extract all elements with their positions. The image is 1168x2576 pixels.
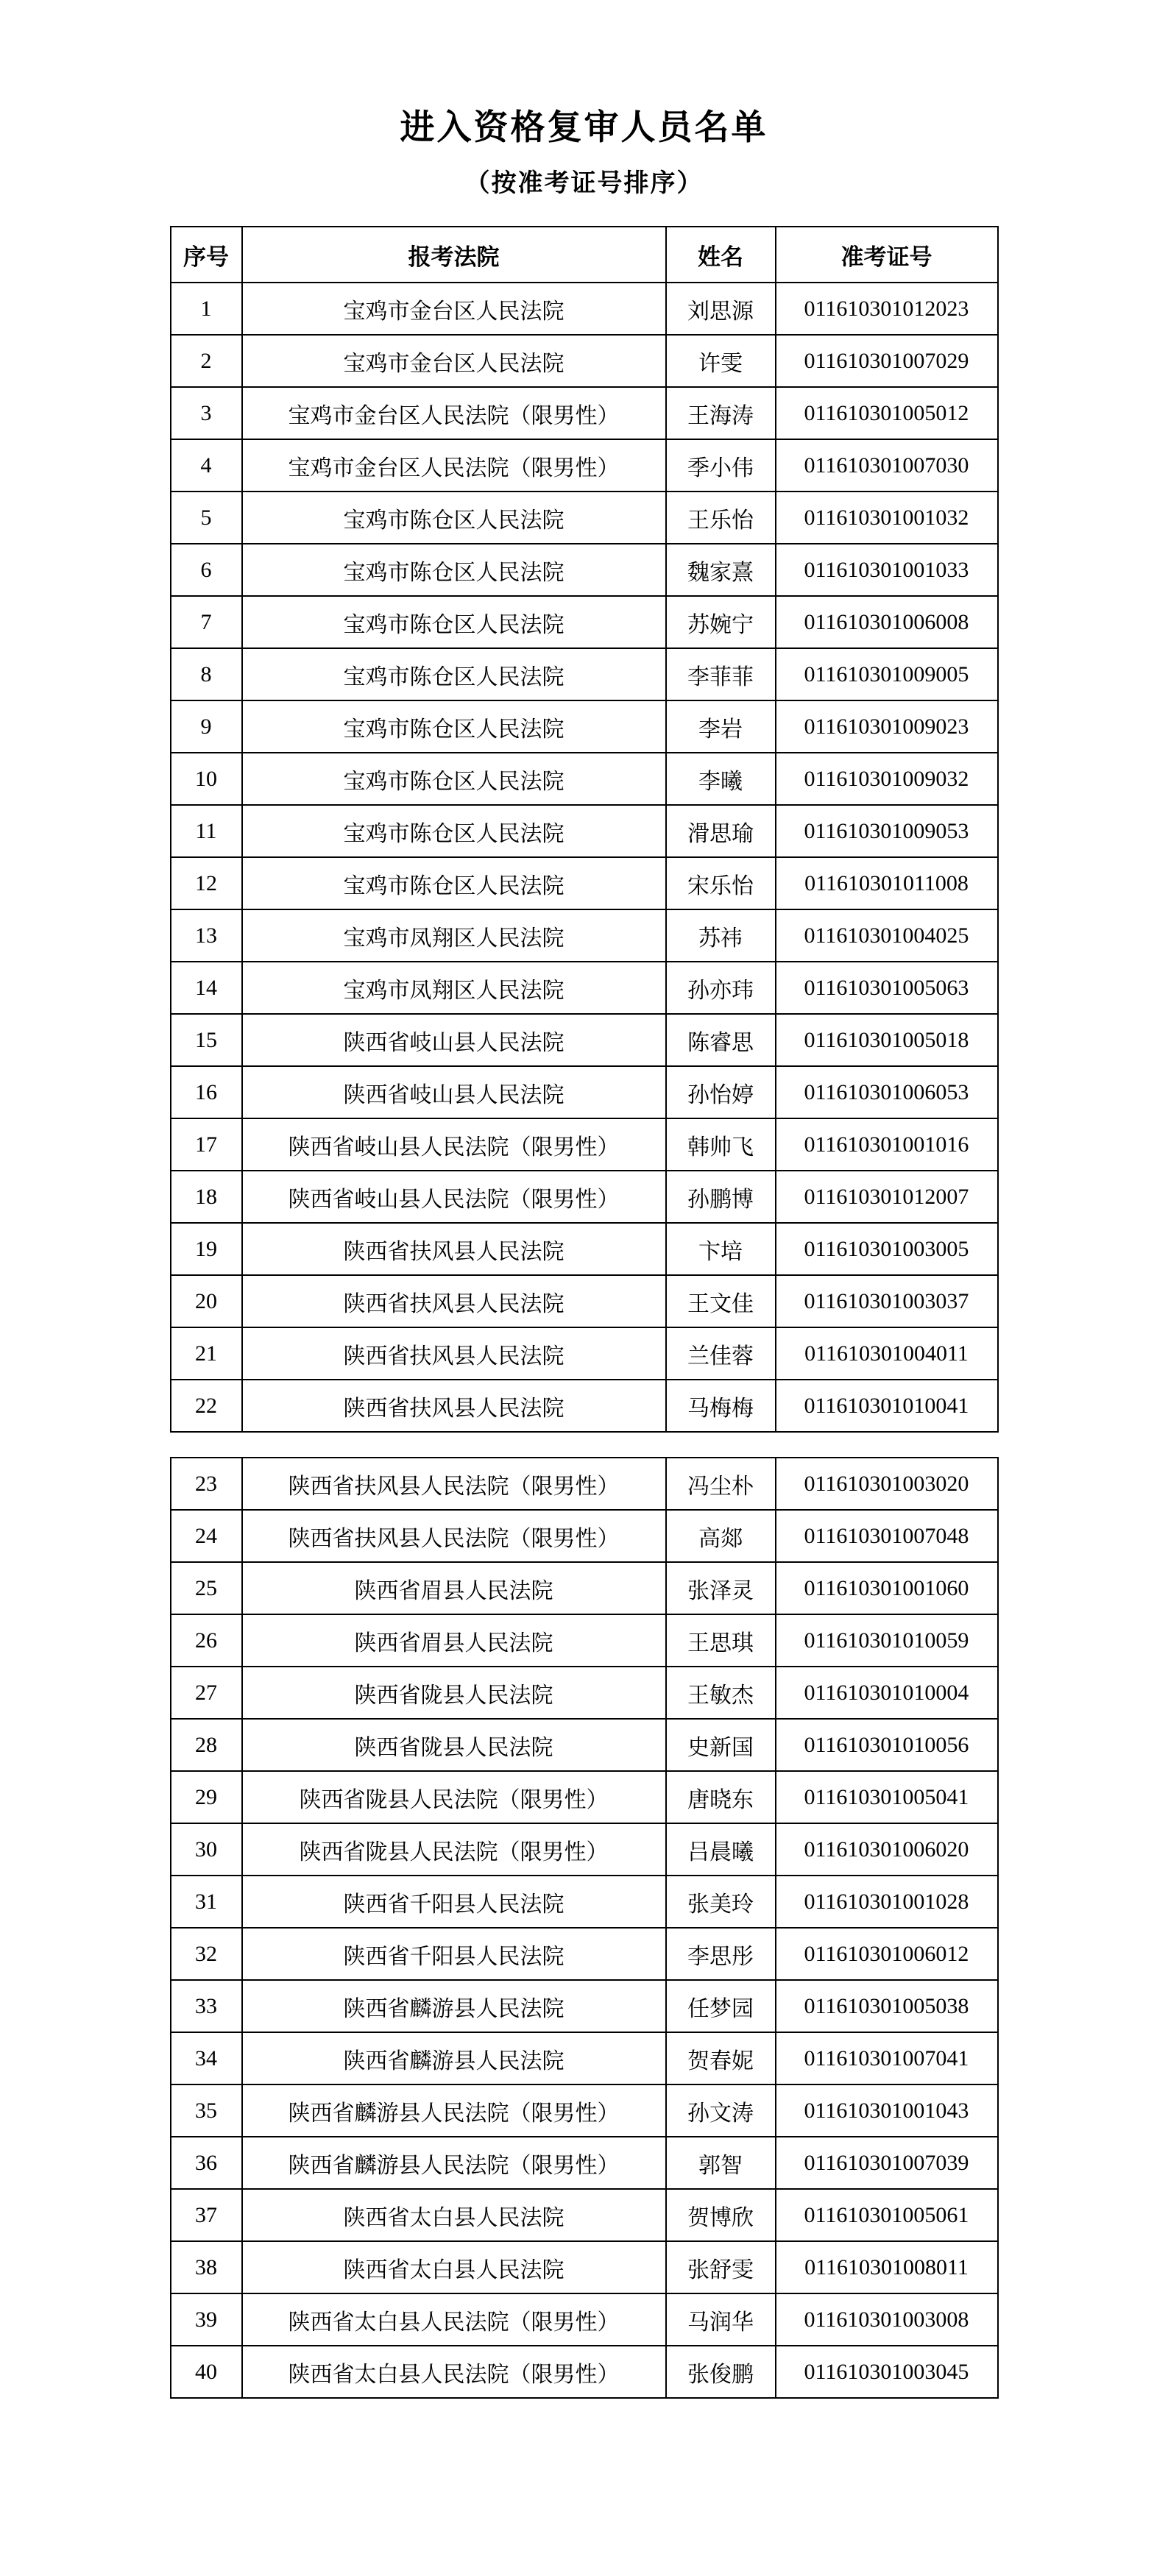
name-cell: 韩帅飞: [666, 1118, 776, 1171]
court-cell: 宝鸡市陈仓区人民法院: [242, 700, 666, 753]
court-cell: 陕西省陇县人民法院（限男性）: [242, 1771, 666, 1823]
table-row: [171, 2346, 998, 2398]
table-row: [171, 1066, 998, 1118]
ticket-cell: 011610301012007: [776, 1171, 998, 1223]
seq-cell: 19: [171, 1223, 242, 1275]
table-row: [171, 962, 998, 1014]
name-cell: 王海涛: [666, 387, 776, 439]
name-cell: 郭智: [666, 2137, 776, 2189]
table-row: [171, 1171, 998, 1223]
ticket-cell: 011610301009032: [776, 753, 998, 805]
seq-cell: 29: [171, 1771, 242, 1823]
ticket-cell: 011610301008011: [776, 2241, 998, 2293]
name-cell: 宋乐怡: [666, 857, 776, 909]
court-cell: 陕西省岐山县人民法院: [242, 1066, 666, 1118]
ticket-cell: 011610301001033: [776, 544, 998, 596]
ticket-cell: 011610301007029: [776, 335, 998, 387]
name-cell: 王乐怡: [666, 492, 776, 544]
seq-cell: 32: [171, 1928, 242, 1980]
seq-cell: 2: [171, 335, 242, 387]
ticket-cell: 011610301005012: [776, 387, 998, 439]
court-cell: 陕西省扶风县人民法院: [242, 1327, 666, 1380]
table-row: [171, 648, 998, 700]
seq-cell: 3: [171, 387, 242, 439]
ticket-cell: 011610301005038: [776, 1980, 998, 2032]
table-row: [171, 1275, 998, 1327]
ticket-cell: 011610301003008: [776, 2293, 998, 2346]
ticket-cell: 011610301001016: [776, 1118, 998, 1171]
name-cell: 高郯: [666, 1510, 776, 1562]
seq-cell: 31: [171, 1876, 242, 1928]
seq-cell: 21: [171, 1327, 242, 1380]
seq-cell: 16: [171, 1066, 242, 1118]
seq-cell: 1: [171, 283, 242, 335]
ticket-cell: 011610301010004: [776, 1667, 998, 1719]
name-cell: 苏祎: [666, 909, 776, 962]
table-row: [171, 596, 998, 648]
court-cell: 陕西省岐山县人民法院（限男性）: [242, 1118, 666, 1171]
ticket-cell: 011610301007039: [776, 2137, 998, 2189]
seq-cell: 8: [171, 648, 242, 700]
ticket-cell: 011610301010059: [776, 1614, 998, 1667]
table-row: [171, 1458, 998, 1510]
court-cell: 陕西省千阳县人民法院: [242, 1876, 666, 1928]
court-cell: 宝鸡市陈仓区人民法院: [242, 544, 666, 596]
court-cell: 宝鸡市陈仓区人民法院: [242, 648, 666, 700]
seq-cell: 20: [171, 1275, 242, 1327]
court-cell: 宝鸡市金台区人民法院: [242, 335, 666, 387]
court-cell: 陕西省陇县人民法院（限男性）: [242, 1823, 666, 1876]
seq-cell: 17: [171, 1118, 242, 1171]
name-cell: 刘思源: [666, 283, 776, 335]
name-cell: 苏婉宁: [666, 596, 776, 648]
seq-cell: 37: [171, 2189, 242, 2241]
name-cell: 陈睿思: [666, 1014, 776, 1066]
table-row: [171, 753, 998, 805]
table-row: [171, 1510, 998, 1562]
name-cell: 唐晓东: [666, 1771, 776, 1823]
ticket-cell: 011610301005063: [776, 962, 998, 1014]
name-cell: 贺博欣: [666, 2189, 776, 2241]
name-cell: 张泽灵: [666, 1562, 776, 1614]
court-cell: 陕西省扶风县人民法院: [242, 1380, 666, 1432]
name-cell: 吕晨曦: [666, 1823, 776, 1876]
name-cell: 史新国: [666, 1719, 776, 1771]
ticket-cell: 011610301003005: [776, 1223, 998, 1275]
roster-table-block-1: [170, 226, 999, 1433]
ticket-cell: 011610301004011: [776, 1327, 998, 1380]
name-cell: 张美玲: [666, 1876, 776, 1928]
ticket-cell: 011610301005041: [776, 1771, 998, 1823]
name-cell: 冯尘朴: [666, 1458, 776, 1510]
name-cell: 王思琪: [666, 1614, 776, 1667]
court-cell: 陕西省扶风县人民法院（限男性）: [242, 1458, 666, 1510]
seq-cell: 36: [171, 2137, 242, 2189]
table-row: [171, 1771, 998, 1823]
name-cell: 马润华: [666, 2293, 776, 2346]
name-cell: 孙鹏博: [666, 1171, 776, 1223]
table-row: [171, 1562, 998, 1614]
seq-cell: 13: [171, 909, 242, 962]
table-row: [171, 1980, 998, 2032]
court-cell: 宝鸡市金台区人民法院: [242, 283, 666, 335]
name-cell: 张舒雯: [666, 2241, 776, 2293]
ticket-cell: 011610301003045: [776, 2346, 998, 2398]
court-cell: 陕西省陇县人民法院: [242, 1667, 666, 1719]
name-cell: 兰佳蓉: [666, 1327, 776, 1380]
seq-cell: 33: [171, 1980, 242, 2032]
header-row: [171, 227, 998, 283]
ticket-cell: 011610301001060: [776, 1562, 998, 1614]
header-court: 报考法院: [242, 227, 666, 283]
table-row: [171, 1614, 998, 1667]
court-cell: 陕西省眉县人民法院: [242, 1614, 666, 1667]
table-row: [171, 1667, 998, 1719]
ticket-cell: 011610301005018: [776, 1014, 998, 1066]
ticket-cell: 011610301006053: [776, 1066, 998, 1118]
ticket-cell: 011610301001043: [776, 2084, 998, 2137]
ticket-cell: 011610301009023: [776, 700, 998, 753]
ticket-cell: 011610301009005: [776, 648, 998, 700]
page-title: 进入资格复审人员名单: [400, 109, 768, 147]
ticket-cell: 011610301005061: [776, 2189, 998, 2241]
name-cell: 魏家熹: [666, 544, 776, 596]
seq-cell: 22: [171, 1380, 242, 1432]
seq-cell: 14: [171, 962, 242, 1014]
table-row: [171, 544, 998, 596]
roster-table-block-2: [170, 1457, 999, 2399]
table-row: [171, 1327, 998, 1380]
name-cell: 张俊鹏: [666, 2346, 776, 2398]
seq-cell: 40: [171, 2346, 242, 2398]
court-cell: 宝鸡市凤翔区人民法院: [242, 962, 666, 1014]
court-cell: 宝鸡市陈仓区人民法院: [242, 805, 666, 857]
table-row: [171, 439, 998, 492]
court-cell: 陕西省千阳县人民法院: [242, 1928, 666, 1980]
ticket-cell: 011610301007030: [776, 439, 998, 492]
ticket-cell: 011610301012023: [776, 283, 998, 335]
court-cell: 陕西省麟游县人民法院: [242, 2032, 666, 2084]
table-row: [171, 1823, 998, 1876]
court-cell: 宝鸡市陈仓区人民法院: [242, 492, 666, 544]
ticket-cell: 011610301010041: [776, 1380, 998, 1432]
table-row: [171, 2137, 998, 2189]
name-cell: 卞培: [666, 1223, 776, 1275]
ticket-cell: 011610301010056: [776, 1719, 998, 1771]
seq-cell: 25: [171, 1562, 242, 1614]
name-cell: 王文佳: [666, 1275, 776, 1327]
court-cell: 陕西省扶风县人民法院: [242, 1275, 666, 1327]
table-row: [171, 1380, 998, 1432]
court-cell: 宝鸡市陈仓区人民法院: [242, 753, 666, 805]
name-cell: 李岩: [666, 700, 776, 753]
table-row: [171, 1719, 998, 1771]
ticket-cell: 011610301007041: [776, 2032, 998, 2084]
court-cell: 陕西省扶风县人民法院: [242, 1223, 666, 1275]
ticket-cell: 011610301007048: [776, 1510, 998, 1562]
name-cell: 孙亦玮: [666, 962, 776, 1014]
court-cell: 陕西省太白县人民法院: [242, 2189, 666, 2241]
seq-cell: 30: [171, 1823, 242, 1876]
table-row: [171, 2189, 998, 2241]
table-row: [171, 1223, 998, 1275]
seq-cell: 4: [171, 439, 242, 492]
name-cell: 马梅梅: [666, 1380, 776, 1432]
table-row: [171, 857, 998, 909]
seq-cell: 18: [171, 1171, 242, 1223]
name-cell: 李思彤: [666, 1928, 776, 1980]
name-cell: 李菲菲: [666, 648, 776, 700]
ticket-cell: 011610301009053: [776, 805, 998, 857]
court-cell: 陕西省太白县人民法院: [242, 2241, 666, 2293]
name-cell: 王敏杰: [666, 1667, 776, 1719]
ticket-cell: 011610301004025: [776, 909, 998, 962]
seq-cell: 10: [171, 753, 242, 805]
table-row: [171, 909, 998, 962]
seq-cell: 35: [171, 2084, 242, 2137]
ticket-cell: 011610301001032: [776, 492, 998, 544]
name-cell: 李曦: [666, 753, 776, 805]
ticket-cell: 011610301011008: [776, 857, 998, 909]
table-row: [171, 492, 998, 544]
table-row: [171, 387, 998, 439]
court-cell: 陕西省岐山县人民法院（限男性）: [242, 1171, 666, 1223]
seq-cell: 38: [171, 2241, 242, 2293]
seq-cell: 34: [171, 2032, 242, 2084]
court-cell: 陕西省扶风县人民法院（限男性）: [242, 1510, 666, 1562]
table-row: [171, 2241, 998, 2293]
name-cell: 许雯: [666, 335, 776, 387]
ticket-cell: 011610301006012: [776, 1928, 998, 1980]
page-subtitle: （按准考证号排序）: [464, 170, 704, 198]
name-cell: 孙文涛: [666, 2084, 776, 2137]
seq-cell: 15: [171, 1014, 242, 1066]
seq-cell: 27: [171, 1667, 242, 1719]
table-row: [171, 805, 998, 857]
table-row: [171, 1928, 998, 1980]
seq-cell: 26: [171, 1614, 242, 1667]
court-cell: 陕西省太白县人民法院（限男性）: [242, 2293, 666, 2346]
ticket-cell: 011610301006008: [776, 596, 998, 648]
ticket-cell: 011610301001028: [776, 1876, 998, 1928]
table-row: [171, 1014, 998, 1066]
name-cell: 滑思瑜: [666, 805, 776, 857]
name-cell: 孙怡婷: [666, 1066, 776, 1118]
court-cell: 陕西省麟游县人民法院（限男性）: [242, 2084, 666, 2137]
court-cell: 陕西省岐山县人民法院: [242, 1014, 666, 1066]
table-row: [171, 2293, 998, 2346]
table-row: [171, 1876, 998, 1928]
court-cell: 宝鸡市陈仓区人民法院: [242, 857, 666, 909]
seq-cell: 6: [171, 544, 242, 596]
rows-block-1: [171, 283, 998, 1432]
header-name: 姓名: [666, 227, 776, 283]
rows-block-2: [171, 1458, 998, 2398]
ticket-cell: 011610301003020: [776, 1458, 998, 1510]
seq-cell: 28: [171, 1719, 242, 1771]
table-row: [171, 1118, 998, 1171]
seq-cell: 39: [171, 2293, 242, 2346]
seq-cell: 23: [171, 1458, 242, 1510]
seq-cell: 24: [171, 1510, 242, 1562]
court-cell: 宝鸡市金台区人民法院（限男性）: [242, 387, 666, 439]
table-row: [171, 700, 998, 753]
court-cell: 陕西省麟游县人民法院（限男性）: [242, 2137, 666, 2189]
name-cell: 任梦园: [666, 1980, 776, 2032]
court-cell: 宝鸡市金台区人民法院（限男性）: [242, 439, 666, 492]
court-cell: 陕西省麟游县人民法院: [242, 1980, 666, 2032]
ticket-cell: 011610301006020: [776, 1823, 998, 1876]
table-row: [171, 283, 998, 335]
court-cell: 陕西省眉县人民法院: [242, 1562, 666, 1614]
seq-cell: 5: [171, 492, 242, 544]
ticket-cell: 011610301003037: [776, 1275, 998, 1327]
name-cell: 贺春妮: [666, 2032, 776, 2084]
table-row: [171, 2084, 998, 2137]
header-ticket: 准考证号: [776, 227, 998, 283]
court-cell: 陕西省太白县人民法院（限男性）: [242, 2346, 666, 2398]
seq-cell: 9: [171, 700, 242, 753]
seq-cell: 11: [171, 805, 242, 857]
seq-cell: 7: [171, 596, 242, 648]
court-cell: 陕西省陇县人民法院: [242, 1719, 666, 1771]
court-cell: 宝鸡市陈仓区人民法院: [242, 596, 666, 648]
header-seq: 序号: [171, 227, 242, 283]
table-row: [171, 335, 998, 387]
name-cell: 季小伟: [666, 439, 776, 492]
table-row: [171, 2032, 998, 2084]
court-cell: 宝鸡市凤翔区人民法院: [242, 909, 666, 962]
seq-cell: 12: [171, 857, 242, 909]
